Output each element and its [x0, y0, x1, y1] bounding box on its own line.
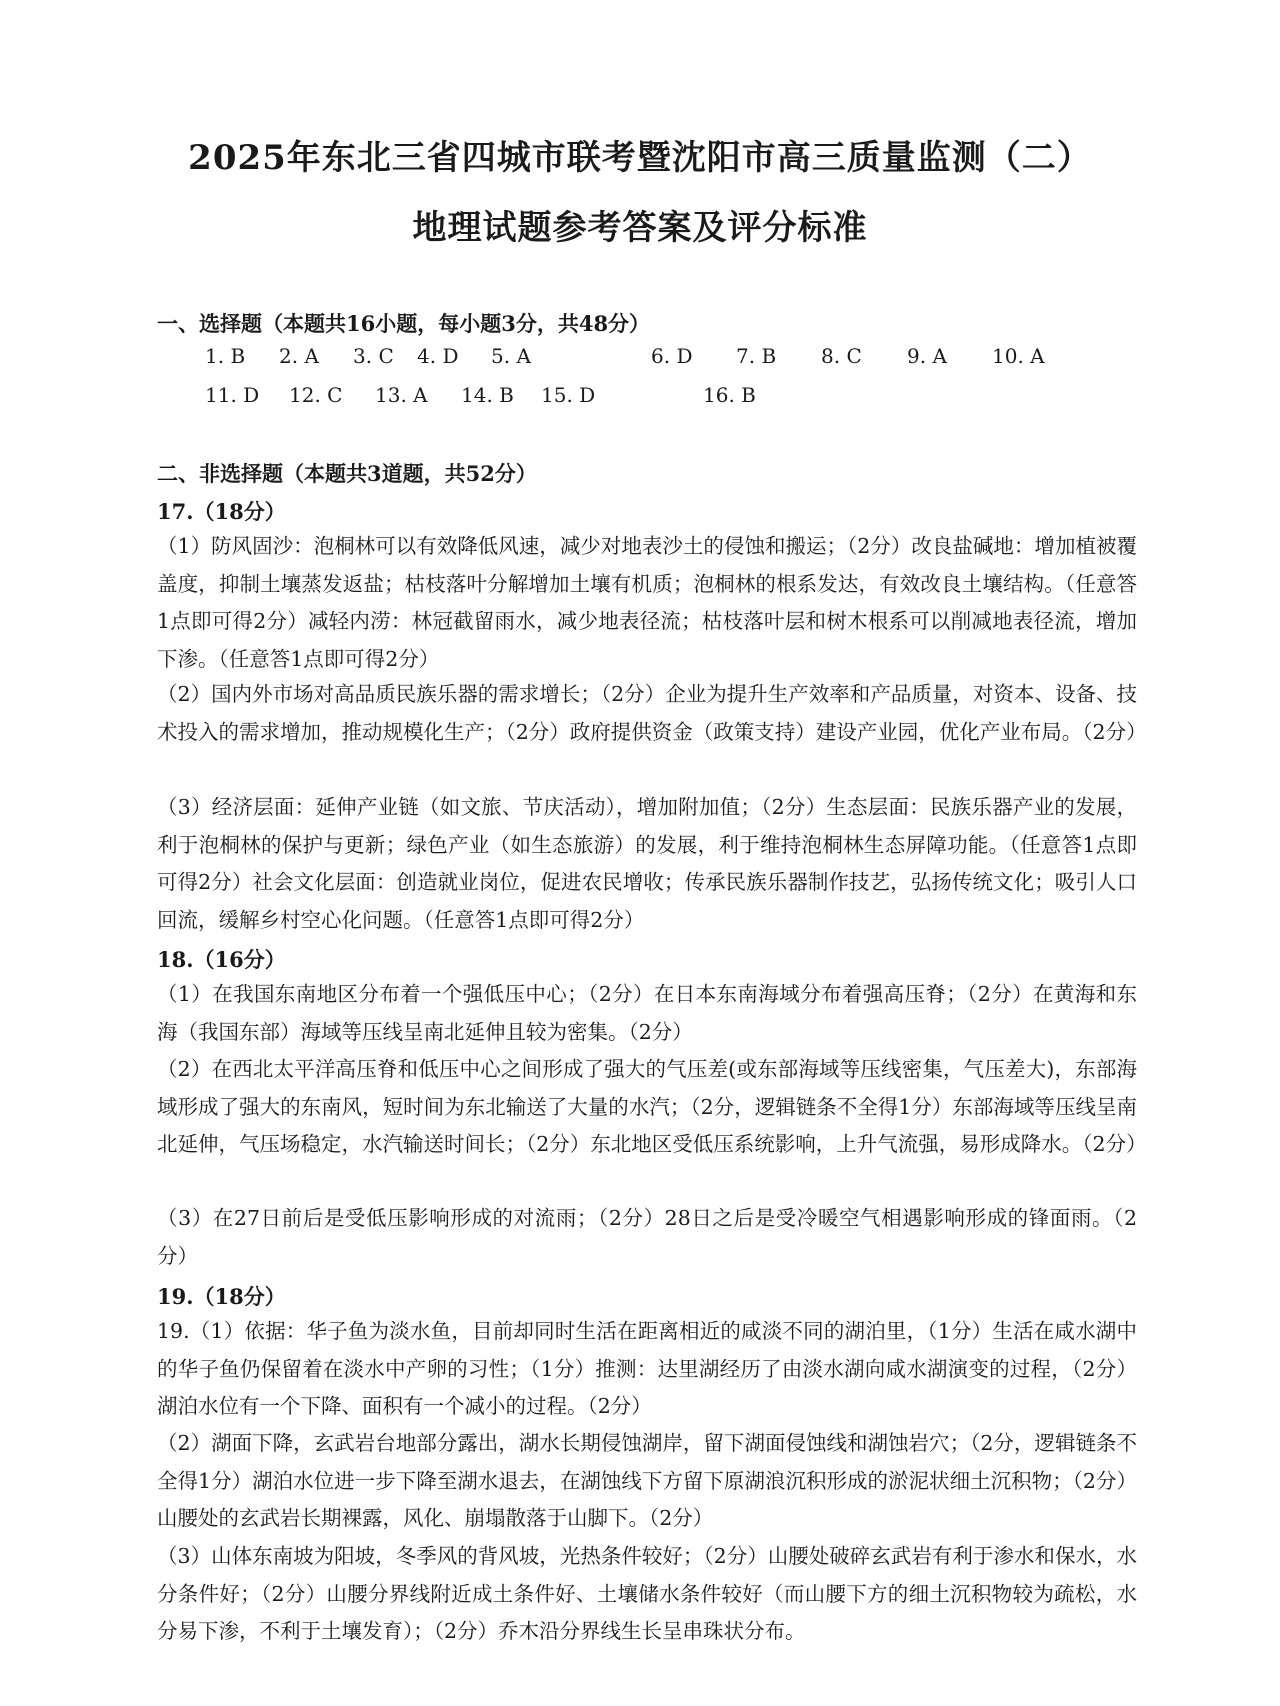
q18-part3: （3）在27日前后是受低压影响形成的对流雨；（2分）28日之后是受冷暖空气相遇影响形成的锋面雨。（2分）	[157, 1206, 1137, 1268]
answers-row-1	[205, 344, 1072, 368]
answer-item: 6. D	[651, 344, 693, 368]
section2-heading: 二、非选择题（本题共3道题，共52分）	[157, 461, 537, 486]
section1-heading: 一、选择题（本题共16小题，每小题3分，共48分）	[157, 311, 651, 336]
q18-heading: 18.（16分）	[157, 947, 286, 972]
q17-part1: （1）防风固沙：泡桐林可以有效降低风速，减少对地表沙土的侵蚀和搬运；（2分）改良盐碱地：增加植被覆盖度，抑制土壤蒸发返盐；枯枝落叶分解增加土壤有机质；泡桐林的根系发达，有效改良土壤结构。（任意答1点即可得2分）减轻内涝：林冠截留雨水，减少地表径流；枯枝落叶层和树木根系可以削减地表径流，增加下渗。（任意答1点即可得2分）	[157, 534, 1137, 671]
answer-item: 2. A	[279, 344, 319, 368]
answer-item: 13. A	[375, 383, 428, 407]
q19-part2: （2）湖面下降，玄武岩台地部分露出，湖水长期侵蚀湖岸，留下湖面侵蚀线和湖蚀岩穴；（2分，逻辑链条不全得1分）湖泊水位进一步下降至湖水退去，在湖蚀线下方留下原湖浪沉积形成的淤泥状细土沉积物；（2分）山腰处的玄武岩长期裸露，风化、崩塌散落于山脚下。（2分）	[157, 1431, 1137, 1530]
q18-part2: （2）在西北太平洋高压脊和低压中心之间形成了强大的气压差(或东部海域等压线密集，气压差大)，东部海域形成了强大的东南风，短时间为东北输送了大量的水汽；（2分，逻辑链条不全得1分）东部海域等压线呈南北延伸，气压场稳定，水汽输送时间长；（2分）东北地区受低压系统影响，上升气流强，易形成降水。（2分）	[157, 1057, 1147, 1156]
q17-part3: （3）经济层面：延伸产业链（如文旅、节庆活动），增加附加值；（2分）生态层面：民族乐器产业的发展，利于泡桐林的保护与更新；绿色产业（如生态旅游）的发展，利于维持泡桐林生态屏障功能。（任意答1点即可得2分）社会文化层面：创造就业岗位，促进农民增收；传承民族乐器制作技艺，弘扬传统文化；吸引人口回流，缓解乡村空心化问题。（任意答1点即可得2分）	[157, 795, 1137, 932]
answers-row-2	[205, 383, 783, 407]
answer-item: 8. C	[821, 344, 862, 368]
answer-item: 10. A	[992, 344, 1045, 368]
q17-heading: 17.（18分）	[157, 499, 286, 524]
q17-part2: （2）国内外市场对高品质民族乐器的需求增长；（2分）企业为提升生产效率和产品质量，对资本、设备、技术投入的需求增加，推动规模化生产；（2分）政府提供资金（政策支持）建设产业园，优化产业布局。（2分）	[157, 682, 1147, 744]
answer-item: 7. B	[736, 344, 777, 368]
answer-item: 16. B	[703, 383, 756, 407]
page-subtitle: 地理试题参考答案及评分标准	[412, 208, 868, 248]
answer-item: 5. A	[491, 344, 531, 368]
q18-part1: （1）在我国东南地区分布着一个强低压中心；（2分）在日本东南海域分布着强高压脊；（2分）在黄海和东海（我国东部）海域等压线呈南北延伸且较为密集。（2分）	[157, 982, 1137, 1044]
answer-item: 12. C	[289, 383, 343, 407]
answer-item: 15. D	[541, 383, 596, 407]
q19-part1: 19.（1）依据：华子鱼为淡水鱼，目前却同时生活在距离相近的咸淡不同的湖泊里，（1分）生活在咸水湖中的华子鱼仍保留着在淡水中产卵的习性；（1分）推测：达里湖经历了由淡水湖向咸水湖演变的过程，（2分）湖泊水位有一个下降、面积有一个减小的过程。（2分）	[157, 1319, 1137, 1418]
answer-item: 11. D	[205, 383, 260, 407]
answer-item: 4. D	[417, 344, 459, 368]
answer-item: 14. B	[461, 383, 514, 407]
answer-item: 3. C	[353, 344, 394, 368]
answer-item: 9. A	[907, 344, 947, 368]
q19-part3: （3）山体东南坡为阳坡，冬季风的背风坡，光热条件较好；（2分）山腰处破碎玄武岩有利于渗水和保水，水分条件好；（2分）山腰分界线附近成土条件好、土壤储水条件较好（而山腰下方的细土沉积物较为疏松，水分易下渗，不利于土壤发育）；（2分）乔木沿分界线生长呈串珠状分布。	[157, 1544, 1137, 1643]
q19-heading: 19.（18分）	[157, 1284, 286, 1309]
answer-item: 1. B	[205, 344, 246, 368]
page-title: 2025年东北三省四城市联考暨沈阳市高三质量监测（二）	[188, 138, 1092, 178]
